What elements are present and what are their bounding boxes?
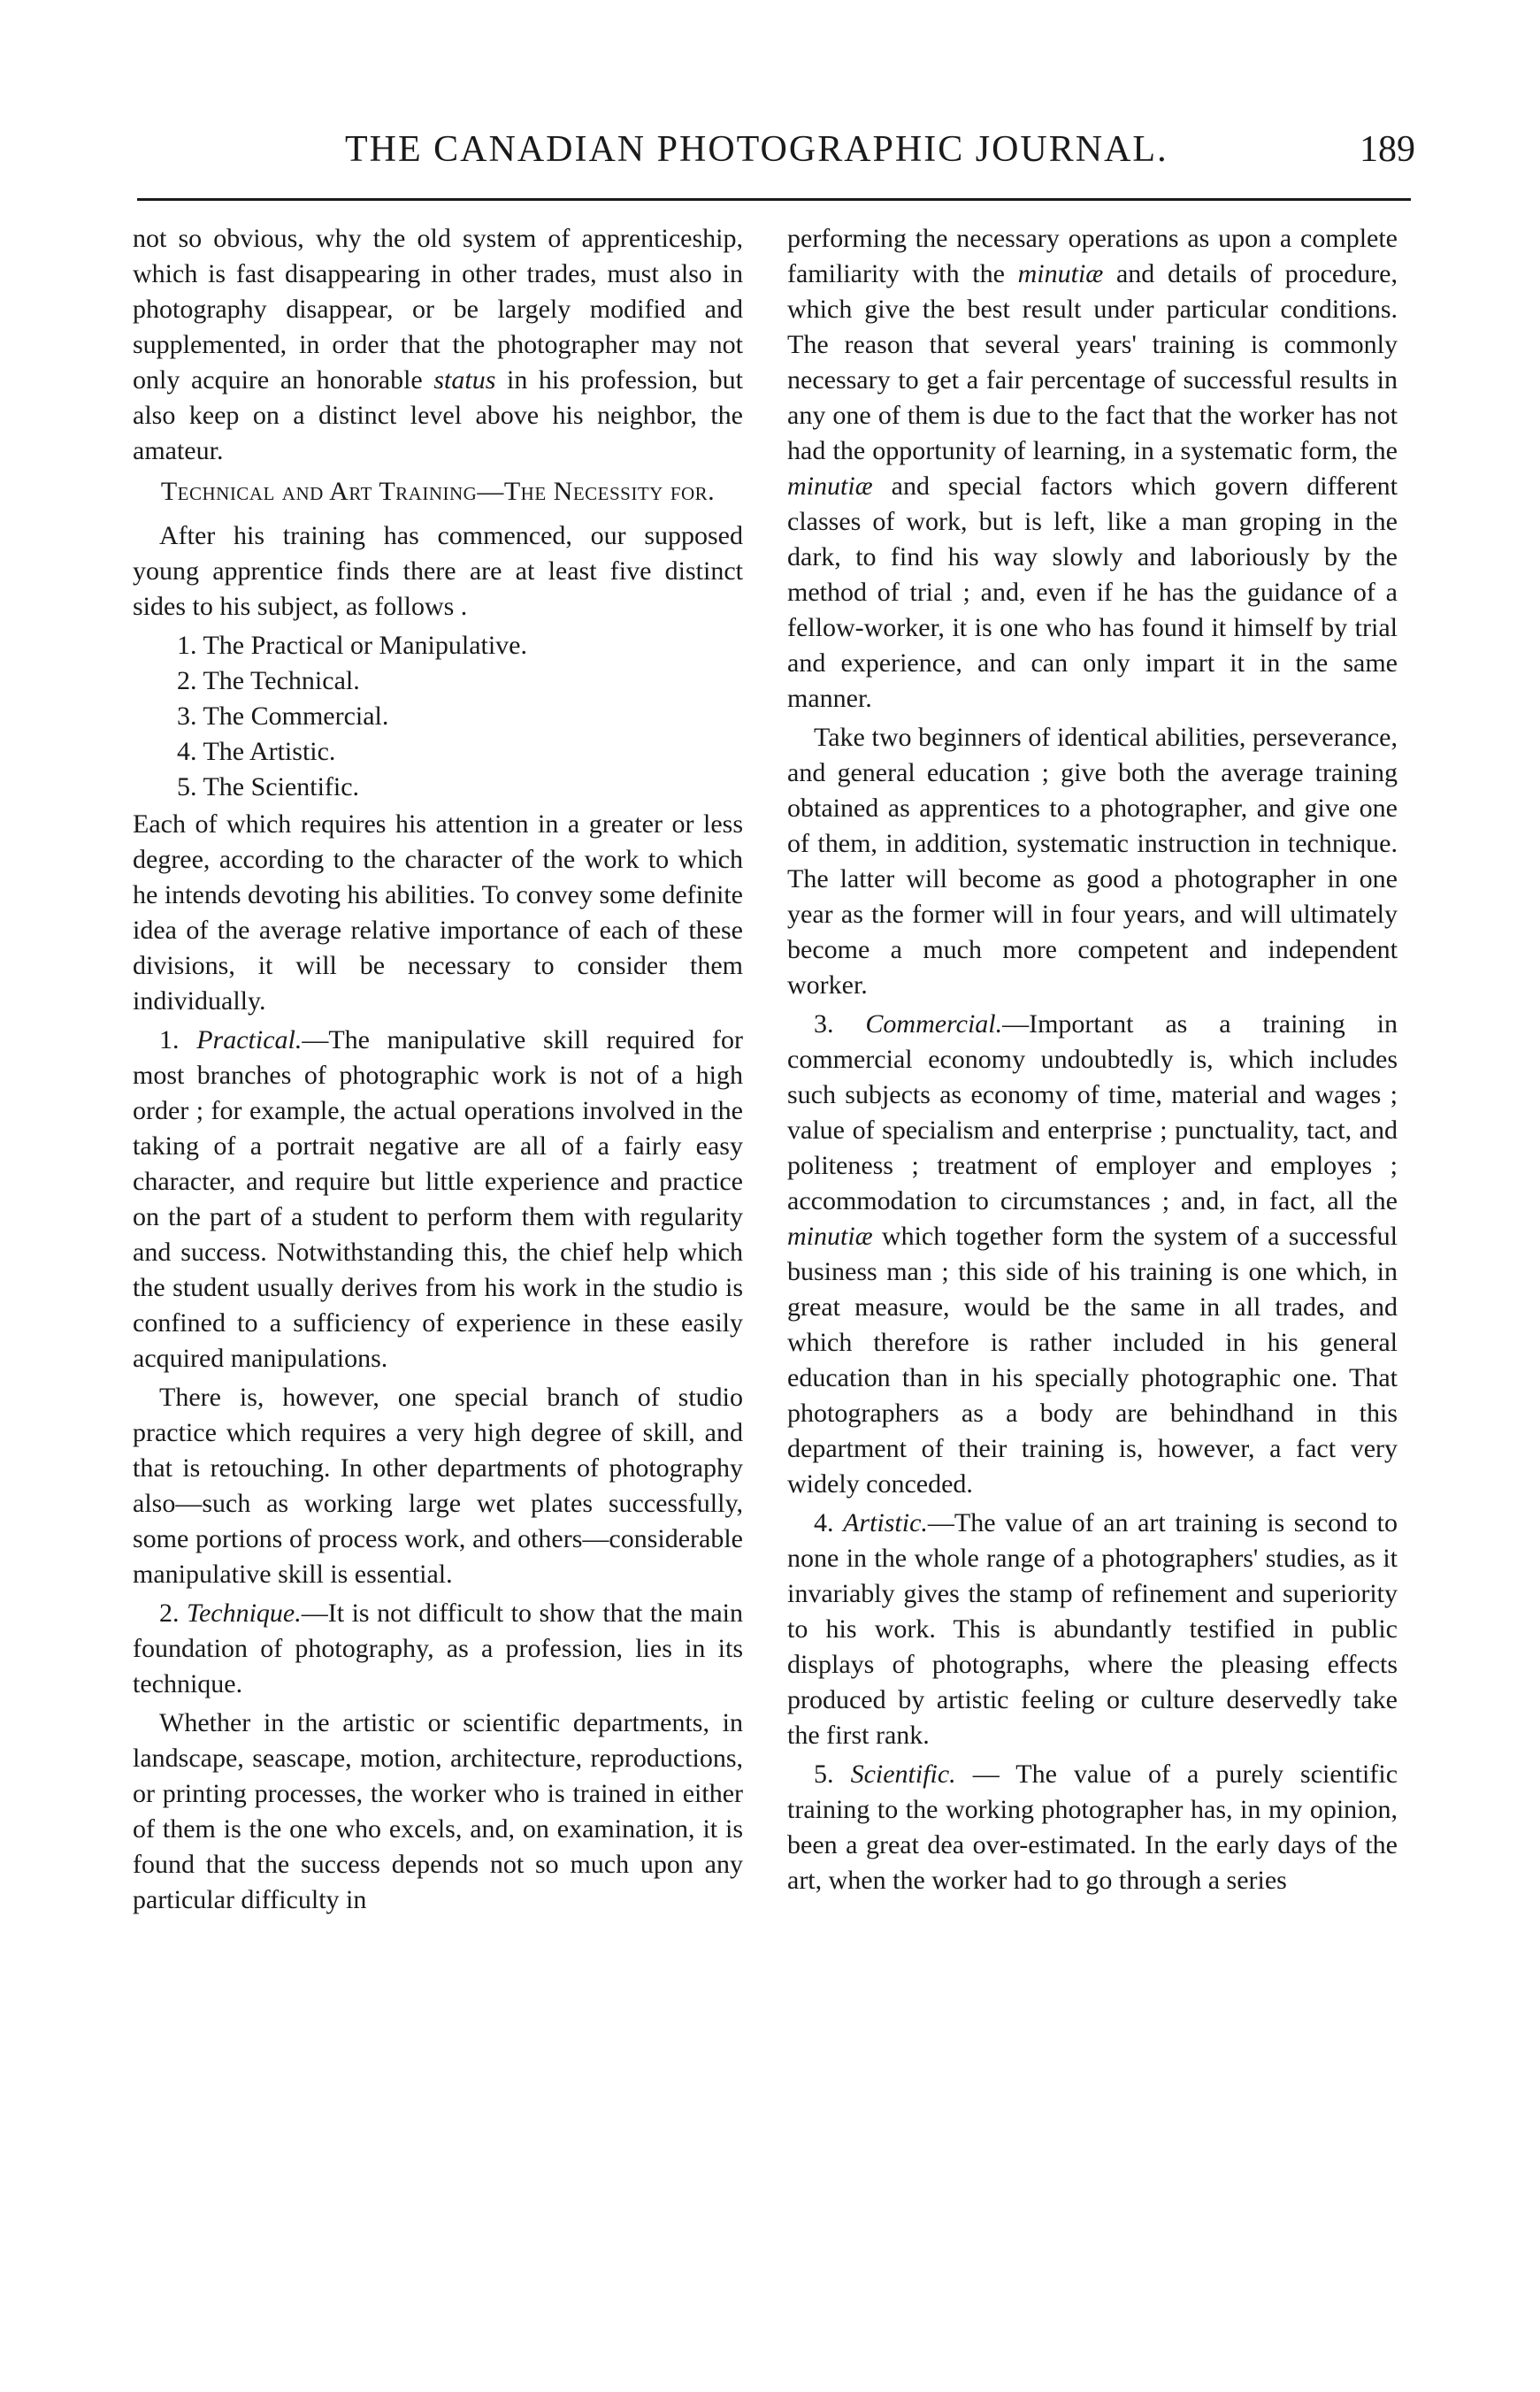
italic-run: Technique.: [187, 1598, 302, 1628]
paragraph-scientific: [787, 1757, 1398, 1898]
text-run: in his profession, but also keep on a distinct level above his neighbor, the amateur.: [133, 365, 743, 465]
header-rule: [137, 198, 1411, 201]
italic-run: Scientific.: [850, 1760, 956, 1789]
right-column: [787, 221, 1398, 1902]
paragraph-technique: [133, 1596, 743, 1702]
text-run: —The manipulative skill required for most branches of photographic work is not of a high order ; for example, the actual operations involved in the taking of a portrait negative are all of a fairly easy character, and require but little experience and practice on the part of a student to perform them with regularity and success. Notwithstanding this, the chief help which the student usually derives from his work in the studio is confined to a sufficiency of experience in these easily acquired manipulations.: [133, 1025, 743, 1373]
paragraph-apprenticeship: [133, 221, 743, 469]
text-run: performing the necessary operations as upon a complete familiarity with the: [787, 224, 1398, 288]
text-run: not so obvious, why the old system of apprenticeship, which is fast disappearing in other trades, must also in photography disappear, or be largely modified and supplemented, in order that the photographer may not only acquire an honorable: [133, 224, 743, 395]
list-item: 1. The Practical or Manipulative.: [177, 631, 527, 660]
list-item: 3. The Commercial.: [177, 702, 389, 731]
text-run: —It is not difficult to show that the main foundation of photography, as a profession, lies in its technique.: [133, 1598, 744, 1698]
list-item: 5. The Scientific.: [177, 772, 360, 801]
journal-title: THE CANADIAN PHOTOGRAPHIC JOURNAL.: [345, 129, 1168, 170]
paragraph-two-beginners: Take two beginners of identical abilities, perseverance, and general education ; give both the average training obtained as apprentices to a photographer, and give one of them, in addition, systematic instruction in technique. The latter will become as good a photographer in one year as the former will in four years, and will ultimately become a much more competent and independent worker.: [787, 723, 1398, 1000]
paragraph-retouching: There is, however, one special branch of studio practice which requires a very high degree of skill, and that is retouching. In other departments of photography also—such as working large wet plates successfully, some portions of process work, and others—considerable manipulative skill is essential.: [133, 1383, 743, 1589]
italic-run: minutiæ: [1017, 259, 1104, 288]
text-run: 1.: [159, 1025, 197, 1054]
text-run: —The value of an art training is second to none in the whole range of a photographers' studies, as it invariably gives the stamp of refinement and superiority to his work. This is abundantly testified in public displays of photographs, where the pleasing effects produced by artistic feeling or culture deservedly take the first rank.: [787, 1508, 1398, 1750]
text-run: which together form the system of a successful business man ; this side of his training is one which, in great measure, would be the same in all trades, and which therefore is rather included in his general education than in his specially photographic one. That photographers as a body are behindhand in this department of their training is, however, a fact very widely conceded.: [787, 1222, 1398, 1499]
list-item: 4. The Artistic.: [177, 737, 336, 766]
text-run: — The value of a purely scientific training to the working photographer has, in my opinion, been a great dea over-estimated. In the early days of the art, when the worker had to go through a series: [787, 1760, 1398, 1895]
page-number: 189: [1360, 129, 1415, 170]
text-run: 4.: [814, 1508, 844, 1537]
paragraph-performing: [787, 221, 1398, 717]
paragraph-whether: Whether in the artistic or scientific departments, in landscape, seascape, motion, architecture, reproductions, or printing processes, the worker who is trained in either of them is the one who excels, and, on examination, it is found that the success depends not so much upon any particular difficulty in: [133, 1708, 743, 1914]
italic-run: Artistic.: [843, 1508, 928, 1537]
paragraph-practical: [133, 1023, 743, 1376]
text-run: 5.: [814, 1760, 851, 1789]
running-head: [133, 128, 1415, 181]
list-item: 2. The Technical.: [177, 666, 360, 695]
left-column: [133, 221, 743, 1921]
text-run: 3.: [814, 1009, 866, 1039]
text-run: 2.: [159, 1598, 188, 1628]
paragraph-five-sides: After his training has commenced, our supposed young apprentice finds there are at least five distinct sides to his subject, as follows .: [133, 521, 743, 621]
text-run: —Important as a training in commercial economy undoubtedly is, which includes such subjects as economy of time, material and wages ; value of specialism and enterprise ; punctuality, tact, and politeness ; treatment of employer and employes ; accommodation to circumstances ; and, in fact, all the: [787, 1009, 1398, 1215]
italic-run: Practical.: [196, 1025, 303, 1054]
paragraph-artistic: [787, 1506, 1398, 1753]
paragraph-each-requires: Each of which requires his attention in a greater or less degree, according to the character of the work to which he intends devoting his abilities. To convey some definite idea of the average relative importance of each of these divisions, it will be necessary to consider them individually.: [133, 809, 743, 1016]
italic-run: Commercial.: [865, 1009, 1003, 1039]
section-heading: Technical and Art Training—The Necessity for.: [160, 477, 716, 506]
text-run: and details of procedure, which give the best result under particular conditions. The reason that several years' training is commonly necessary to get a fair percentage of successful results in any one of them is due to the fact that the worker has not had the opportunity of learning, in a systematic form, the: [787, 259, 1398, 465]
paragraph-commercial: [787, 1007, 1398, 1502]
italic-run: minutiæ: [787, 472, 873, 501]
text-run: and special factors which govern different classes of work, but is left, like a man groping in the dark, to find his way slowly and laboriously by the method of trial ; and, even if he has the guidance of a fellow-worker, it is one who has found it himself by trial and experience, and can only impart it in the same manner.: [787, 472, 1398, 713]
italic-run: minutiæ: [787, 1222, 873, 1251]
italic-run: status: [433, 365, 496, 395]
divisions-list: [133, 628, 743, 805]
